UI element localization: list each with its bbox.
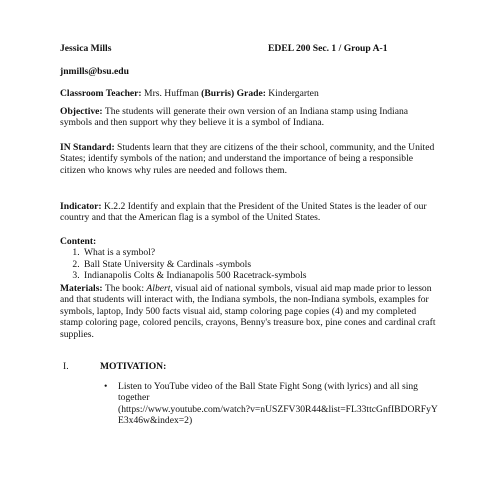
- standard-paragraph: [60, 142, 438, 176]
- course-info: [268, 43, 388, 54]
- content-list: [60, 247, 440, 281]
- email-text: jnmills@bsu.edu: [60, 66, 129, 77]
- youtube-link: (https://www.youtube.com/watch?v=nUSZFV30R44&list=FL33ttcGnfIBDORFyYE3x46w&index=2): [118, 403, 438, 427]
- materials-text: , visual aid of national symbols, visual aid map made prior to lesson and that students will interact with, the Indiana symbols, the non-Indiana symbols, examples for symbols, laptop, Indy 500 facts visual aid, stamp coloring page copies (4) and my completed stamp coloring page, colored pencils, crayons, Benny's treasure box, pine cones and cardinal craft supplies.: [60, 283, 436, 340]
- book-title: Albert: [146, 283, 171, 294]
- course-text: EDEL 200 Sec. 1 / Group A-1: [268, 43, 388, 54]
- teacher-line: [60, 88, 460, 99]
- grade-label: (Burris) Grade:: [201, 88, 266, 99]
- bullet-text: Listen to YouTube video of the Ball State Fight Song (with lyrics) and all sing together: [118, 381, 418, 404]
- indicator-label: Indicator:: [60, 201, 102, 212]
- section-numeral: I.: [63, 361, 69, 372]
- teacher-label: Classroom Teacher:: [60, 88, 142, 99]
- materials-paragraph: Materials: The book: Albert, visual aid of national symbols, visual aid map made prior to lesson and that students will interact with, the Indiana symbols, the non-Indiana symbols, examples for symbols, laptop, Indy 500 facts visual aid, stamp coloring page copies (4) and my completed stamp coloring page, colored pencils, crayons, Benny's treasure box, pine cones and cardinal craft supplies.: [60, 283, 436, 340]
- standard-label: IN Standard:: [60, 142, 115, 153]
- bullet-icon: •: [104, 381, 108, 392]
- indicator-text: K.2.2 Identify and explain that the President of the United States is the leader of our country and that the American flag is a symbol of the United States.: [60, 201, 427, 224]
- indicator-paragraph: [60, 201, 438, 224]
- content-label: Content:: [60, 236, 97, 247]
- grade-value: Kindergarten: [265, 88, 319, 99]
- list-item: 1. What is a symbol?: [82, 247, 440, 258]
- objective-paragraph: [60, 106, 438, 129]
- section-title: MOTIVATION:: [100, 361, 167, 372]
- list-item: 3. Indianapolis Colts & Indianapolis 500 Racetrack-symbols: [82, 270, 440, 281]
- objective-label: Objective:: [60, 106, 103, 117]
- student-email: [60, 66, 440, 77]
- student-name-text: Jessica Mills: [60, 43, 112, 54]
- list-item: 2. Ball State University & Cardinals -symbols: [82, 259, 440, 270]
- teacher-value: Mrs. Huffman: [141, 88, 202, 99]
- objective-text: The students will generate their own version of an Indiana stamp using Indiana symbols and then support why they believe it is a symbol of Indiana.: [60, 106, 409, 129]
- list-item: [104, 381, 443, 427]
- materials-label: Materials:: [60, 283, 103, 294]
- standard-text: Students learn that they are citizens of the their school, community, and the United States; identify symbols of the nation; and understand the importance of being a responsible citizen who knows why rules are needed and follows them.: [60, 142, 435, 176]
- content-section: [60, 236, 440, 282]
